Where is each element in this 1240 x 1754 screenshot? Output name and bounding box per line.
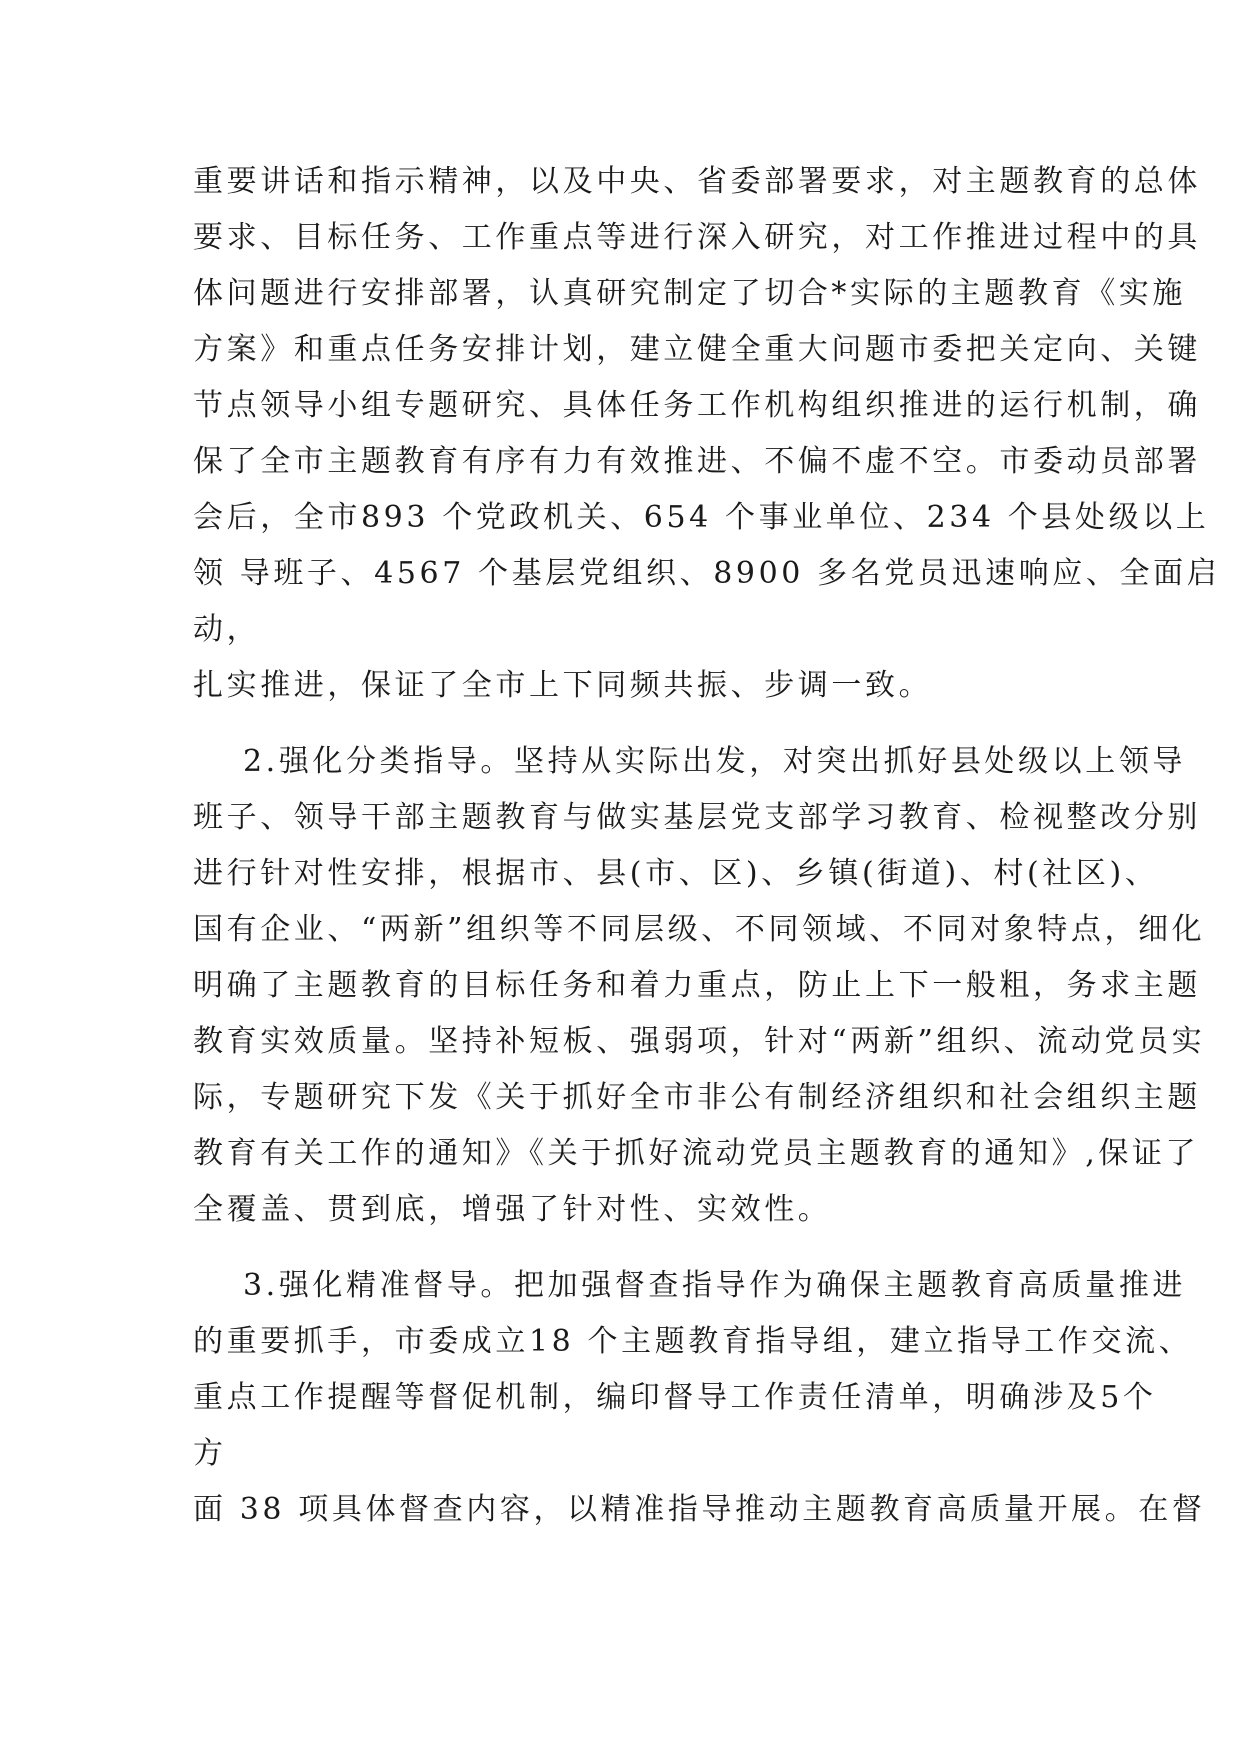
text-line: 方 [193, 1436, 227, 1471]
text-line: 节点领导小组专题研究、具体任务工作机构组织推进的运行机制，确 [193, 388, 1201, 423]
text-line: 明确了主题教育的目标任务和着力重点，防止上下一般粗，务求主题 [193, 968, 1201, 1003]
text-line: 重点工作提醒等督促机制，编印督导工作责任清单，明确涉及5个 [193, 1380, 1157, 1415]
text-line: 班子、领导干部主题教育与做实基层党支部学习教育、检视整改分别 [193, 800, 1201, 835]
text-line: 进行针对性安排，根据市、县(市、区)、乡镇(街道)、村(社区)、 [193, 856, 1159, 891]
text-line: 教育实效质量。坚持补短板、强弱项，针对“两新”组织、流动党员实 [193, 1024, 1206, 1059]
text-line: 体问题进行安排部署，认真研究制定了切合*实际的主题教育《实施 [193, 276, 1186, 311]
paragraph-heading-line: 3.强化精准督导。把加强督查指导作为确保主题教育高质量推进 [243, 1268, 1187, 1303]
paragraph-heading-line: 2.强化分类指导。坚持从实际出发，对突出抓好县处级以上领导 [243, 744, 1187, 779]
text-line: 扎实推进，保证了全市上下同频共振、步调一致。 [193, 668, 933, 703]
text-line: 教育有关工作的通知》《关于抓好流动党员主题教育的通知》,保证了 [193, 1136, 1200, 1171]
text-line: 的重要抓手，市委成立18 个主题教育指导组，建立指导工作交流、 [193, 1324, 1193, 1359]
text-line: 领 导班子、4567 个基层党组织、8900 多名党员迅速响应、全面启 [193, 556, 1221, 591]
text-line: 保了全市主题教育有序有力有效推进、不偏不虚不空。市委动员部署 [193, 444, 1201, 479]
text-line: 面 38 项具体督查内容，以精准指导推动主题教育高质量开展。在督 [193, 1492, 1206, 1527]
text-line: 际，专题研究下发《关于抓好全市非公有制经济组织和社会组织主题 [193, 1080, 1201, 1115]
text-line: 重要讲话和指示精神，以及中央、省委部署要求，对主题教育的总体 [193, 164, 1201, 199]
text-line: 国有企业、“两新”组织等不同层级、不同领域、不同对象特点，细化 [193, 912, 1206, 947]
text-line: 方案》和重点任务安排计划，建立健全重大问题市委把关定向、关键 [193, 332, 1201, 367]
text-line: 全覆盖、贯到底，增强了针对性、实效性。 [193, 1192, 832, 1227]
text-line: 要求、目标任务、工作重点等进行深入研究，对工作推进过程中的具 [193, 220, 1201, 255]
text-line: 会后，全市893 个党政机关、654 个事业单位、234 个县处级以上 [193, 500, 1210, 535]
text-line: 动， [193, 612, 261, 647]
